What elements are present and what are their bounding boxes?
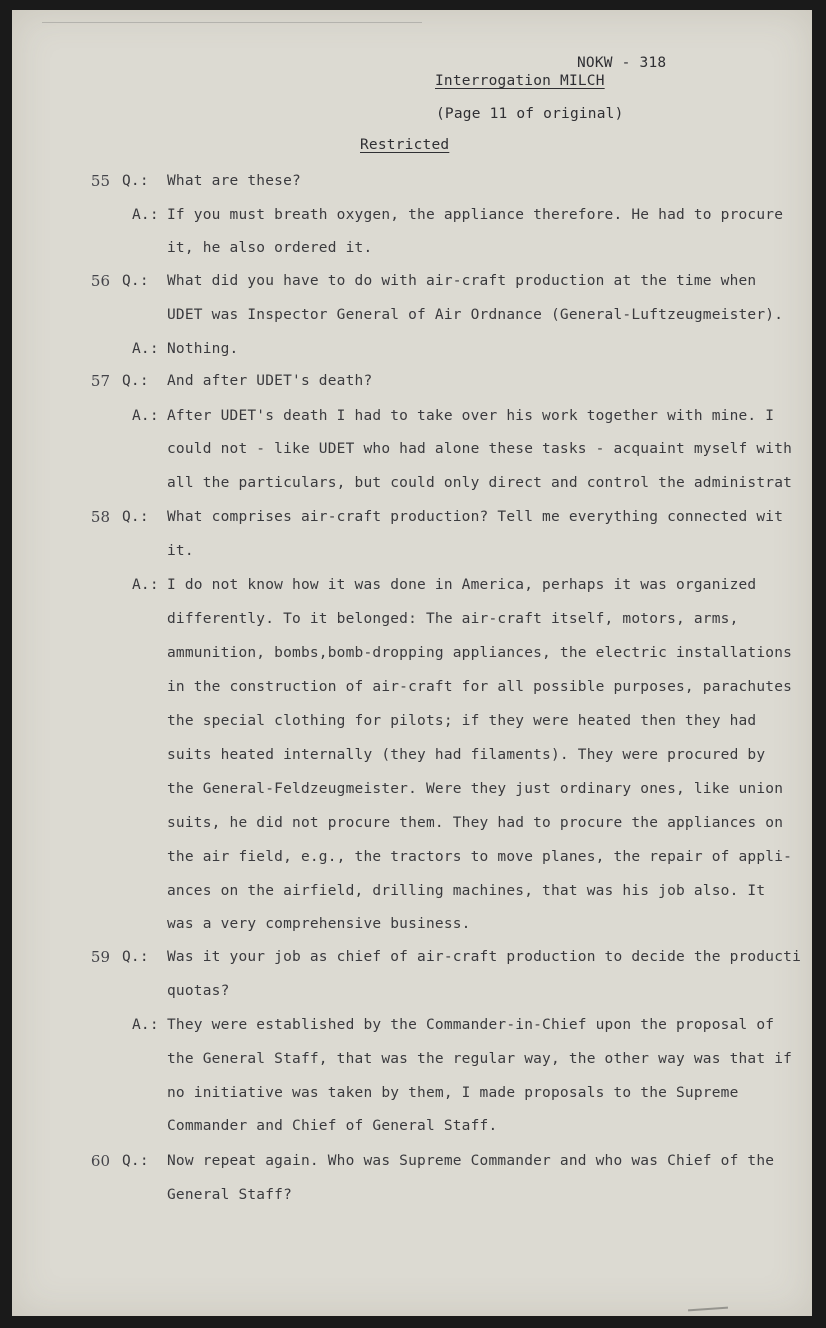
page-reference: (Page 11 of original) (436, 106, 624, 122)
answer-line: the General Staff, that was the regular way, the other way was that if (167, 1051, 793, 1067)
answer-line: Commander and Chief of General Staff. (167, 1118, 498, 1134)
answer-line: all the particulars, but could only direct and control the administrat (167, 475, 793, 491)
answer-line: ances on the airfield, drilling machines, that was his job also. It (167, 883, 766, 899)
answer-line: Nothing. (167, 341, 239, 357)
question-number: 58 (90, 508, 110, 526)
question-label: Q.: (122, 1153, 149, 1169)
pencil-mark (688, 1307, 728, 1312)
question-line: What are these? (167, 173, 301, 189)
classification-label: Restricted (360, 137, 450, 153)
question-label: Q.: (122, 273, 149, 289)
answer-label: A.: (132, 577, 159, 593)
question-line: General Staff? (167, 1187, 293, 1203)
answer-label: A.: (132, 207, 159, 223)
answer-line: could not - like UDET who had alone these tasks - acquaint myself with (167, 441, 793, 457)
interrogation-title: Interrogation MILCH (435, 73, 605, 89)
answer-line: it, he also ordered it. (167, 240, 373, 256)
answer-line: ammunition, bombs,bomb-dropping appliances, the electric installations (167, 645, 793, 661)
question-number: 56 (90, 272, 110, 290)
document-id: NOKW - 318 (577, 55, 667, 71)
answer-line: They were established by the Commander-in-Chief upon the proposal of (167, 1017, 775, 1033)
question-line: quotas? (167, 983, 230, 999)
answer-line: in the construction of air-craft for all possible purposes, parachutes (167, 679, 793, 695)
question-number: 59 (90, 948, 110, 966)
question-line: What comprises air-craft production? Tell me everything connected wit (167, 509, 784, 525)
answer-line: If you must breath oxygen, the appliance therefore. He had to procure (167, 207, 784, 223)
answer-line: the special clothing for pilots; if they were heated then they had (167, 713, 757, 729)
question-number: 55 (90, 172, 110, 190)
question-line: Now repeat again. Who was Supreme Commander and who was Chief of the (167, 1153, 775, 1169)
question-number: 57 (90, 372, 110, 390)
answer-label: A.: (132, 408, 159, 424)
answer-line: suits, he did not procure them. They had to procure the appliances on (167, 815, 784, 831)
answer-label: A.: (132, 341, 159, 357)
answer-line: After UDET's death I had to take over his work together with mine. I (167, 408, 775, 424)
answer-line: the air field, e.g., the tractors to move planes, the repair of appli- (167, 849, 793, 865)
question-number: 60 (90, 1152, 110, 1170)
answer-line: was a very comprehensive business. (167, 916, 471, 932)
answer-line: suits heated internally (they had filaments). They were procured by (167, 747, 766, 763)
answer-label: A.: (132, 1017, 159, 1033)
question-line: UDET was Inspector General of Air Ordnance (General-Luftzeugmeister). (167, 307, 784, 323)
document-page (12, 10, 812, 1316)
question-line: What did you have to do with air-craft production at the time when (167, 273, 757, 289)
question-label: Q.: (122, 373, 149, 389)
answer-line: no initiative was taken by them, I made proposals to the Supreme (167, 1085, 739, 1101)
answer-line: I do not know how it was done in America, perhaps it was organized (167, 577, 757, 593)
top-edge-mark (42, 22, 422, 23)
question-label: Q.: (122, 509, 149, 525)
question-line: And after UDET's death? (167, 373, 373, 389)
question-line: Was it your job as chief of air-craft production to decide the producti (167, 949, 802, 965)
answer-line: differently. To it belonged: The air-craft itself, motors, arms, (167, 611, 739, 627)
question-label: Q.: (122, 949, 149, 965)
answer-line: the General-Feldzeugmeister. Were they just ordinary ones, like union (167, 781, 784, 797)
question-line: it. (167, 543, 194, 559)
question-label: Q.: (122, 173, 149, 189)
